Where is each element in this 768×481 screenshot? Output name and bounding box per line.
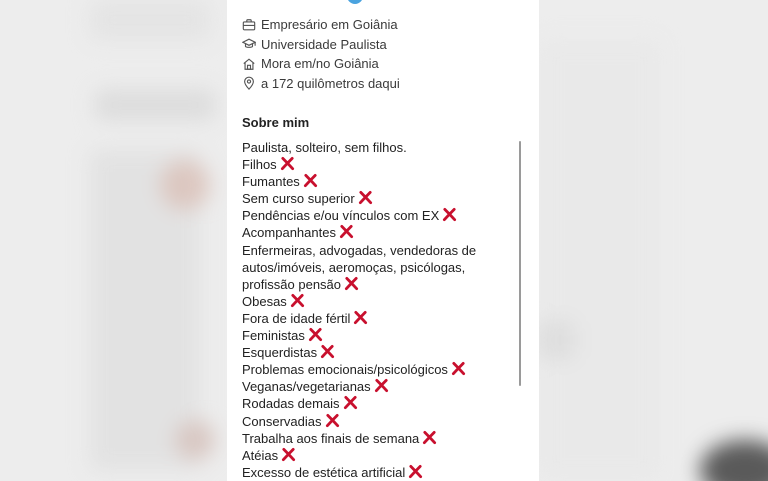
- verified-badge-icon: [347, 0, 363, 4]
- home-icon: [242, 57, 256, 71]
- detail-text: Empresário em Goiânia: [261, 17, 398, 33]
- detail-text: Mora em/no Goiânia: [261, 56, 379, 72]
- bio-line: [242, 344, 512, 361]
- bio-line-text: Problemas emocionais/psicológicos: [242, 362, 448, 378]
- cross-mark-icon: [344, 276, 359, 291]
- cross-mark-icon: [308, 327, 323, 342]
- briefcase-icon: [242, 18, 256, 32]
- bio-line-text: autos/imóveis, aeromoças, psicólogas,: [242, 259, 466, 275]
- scrollbar[interactable]: [519, 141, 521, 386]
- bio-line: [242, 310, 512, 327]
- bio-line-text: Filhos: [242, 157, 277, 173]
- cross-mark-icon: [280, 156, 295, 171]
- cross-mark-icon: [374, 378, 389, 393]
- bio-line-text: Acompanhantes: [242, 225, 336, 241]
- bio-line: [242, 293, 512, 310]
- bio-line-text: Obesas: [242, 293, 287, 309]
- bio-line: [242, 207, 512, 224]
- about-me-heading: Sobre mim: [242, 115, 310, 130]
- bio-line-text: Rodadas demais: [242, 396, 340, 412]
- cross-mark-icon: [358, 190, 373, 205]
- bio-line: [242, 139, 512, 156]
- bio-line-text: Fumantes: [242, 174, 300, 190]
- cross-mark-icon: [320, 344, 335, 359]
- profile-details-list: [242, 15, 400, 93]
- detail-text: Universidade Paulista: [261, 36, 387, 52]
- bio-line: [242, 156, 512, 173]
- bio-line: [242, 190, 512, 207]
- bio-line: [242, 413, 512, 430]
- graduation-cap-icon: [242, 37, 256, 51]
- detail-distance: [242, 74, 400, 94]
- cross-mark-icon: [325, 413, 340, 428]
- bio-line-text: Paulista, solteiro, sem filhos.: [242, 140, 407, 155]
- detail-residence: [242, 54, 400, 74]
- bio-line: [242, 327, 512, 344]
- bio-line-text: Trabalha aos finais de semana: [242, 430, 420, 446]
- bio-line: [242, 259, 512, 276]
- bio-line-text: Esquerdistas: [242, 345, 318, 361]
- about-me-text: [242, 139, 512, 481]
- cross-mark-icon: [451, 361, 466, 376]
- cross-mark-icon: [343, 395, 358, 410]
- cross-mark-icon: [422, 430, 437, 445]
- bio-line: [242, 276, 512, 293]
- bio-line-text: Excesso de estética artificial: [242, 464, 406, 480]
- bio-line: [242, 378, 512, 395]
- cross-mark-icon: [442, 207, 457, 222]
- profile-panel[interactable]: [227, 0, 539, 481]
- cross-mark-icon: [339, 224, 354, 239]
- cross-mark-icon: [303, 173, 318, 188]
- bio-line: [242, 361, 512, 378]
- detail-text: a 172 quilômetros daqui: [261, 75, 400, 91]
- bio-line-text: Enfermeiras, advogadas, vendedoras de: [242, 242, 477, 258]
- cross-mark-icon: [408, 464, 423, 479]
- bio-line: [242, 464, 512, 481]
- bio-line-text: Conservadias: [242, 413, 322, 429]
- location-pin-icon: [242, 76, 256, 90]
- cross-mark-icon: [290, 293, 305, 308]
- bio-line-text: profissão pensão: [242, 276, 342, 292]
- bio-line: [242, 224, 512, 241]
- cross-mark-icon: [281, 447, 296, 462]
- bio-line-text: Sem curso superior: [242, 191, 355, 207]
- bio-line: [242, 430, 512, 447]
- detail-education: [242, 35, 400, 55]
- cross-mark-icon: [353, 310, 368, 325]
- bio-line-text: Atéias: [242, 447, 279, 463]
- bio-line-text: Fora de idade fértil: [242, 310, 351, 326]
- bio-line-text: Pendências e/ou vínculos com EX: [242, 208, 440, 224]
- bio-line: [242, 447, 512, 464]
- bio-line-text: Veganas/vegetarianas: [242, 379, 371, 395]
- bio-line-text: Feministas: [242, 328, 305, 344]
- detail-job: [242, 15, 400, 35]
- bio-line: [242, 242, 512, 259]
- bio-line: [242, 395, 512, 412]
- bio-line: [242, 173, 512, 190]
